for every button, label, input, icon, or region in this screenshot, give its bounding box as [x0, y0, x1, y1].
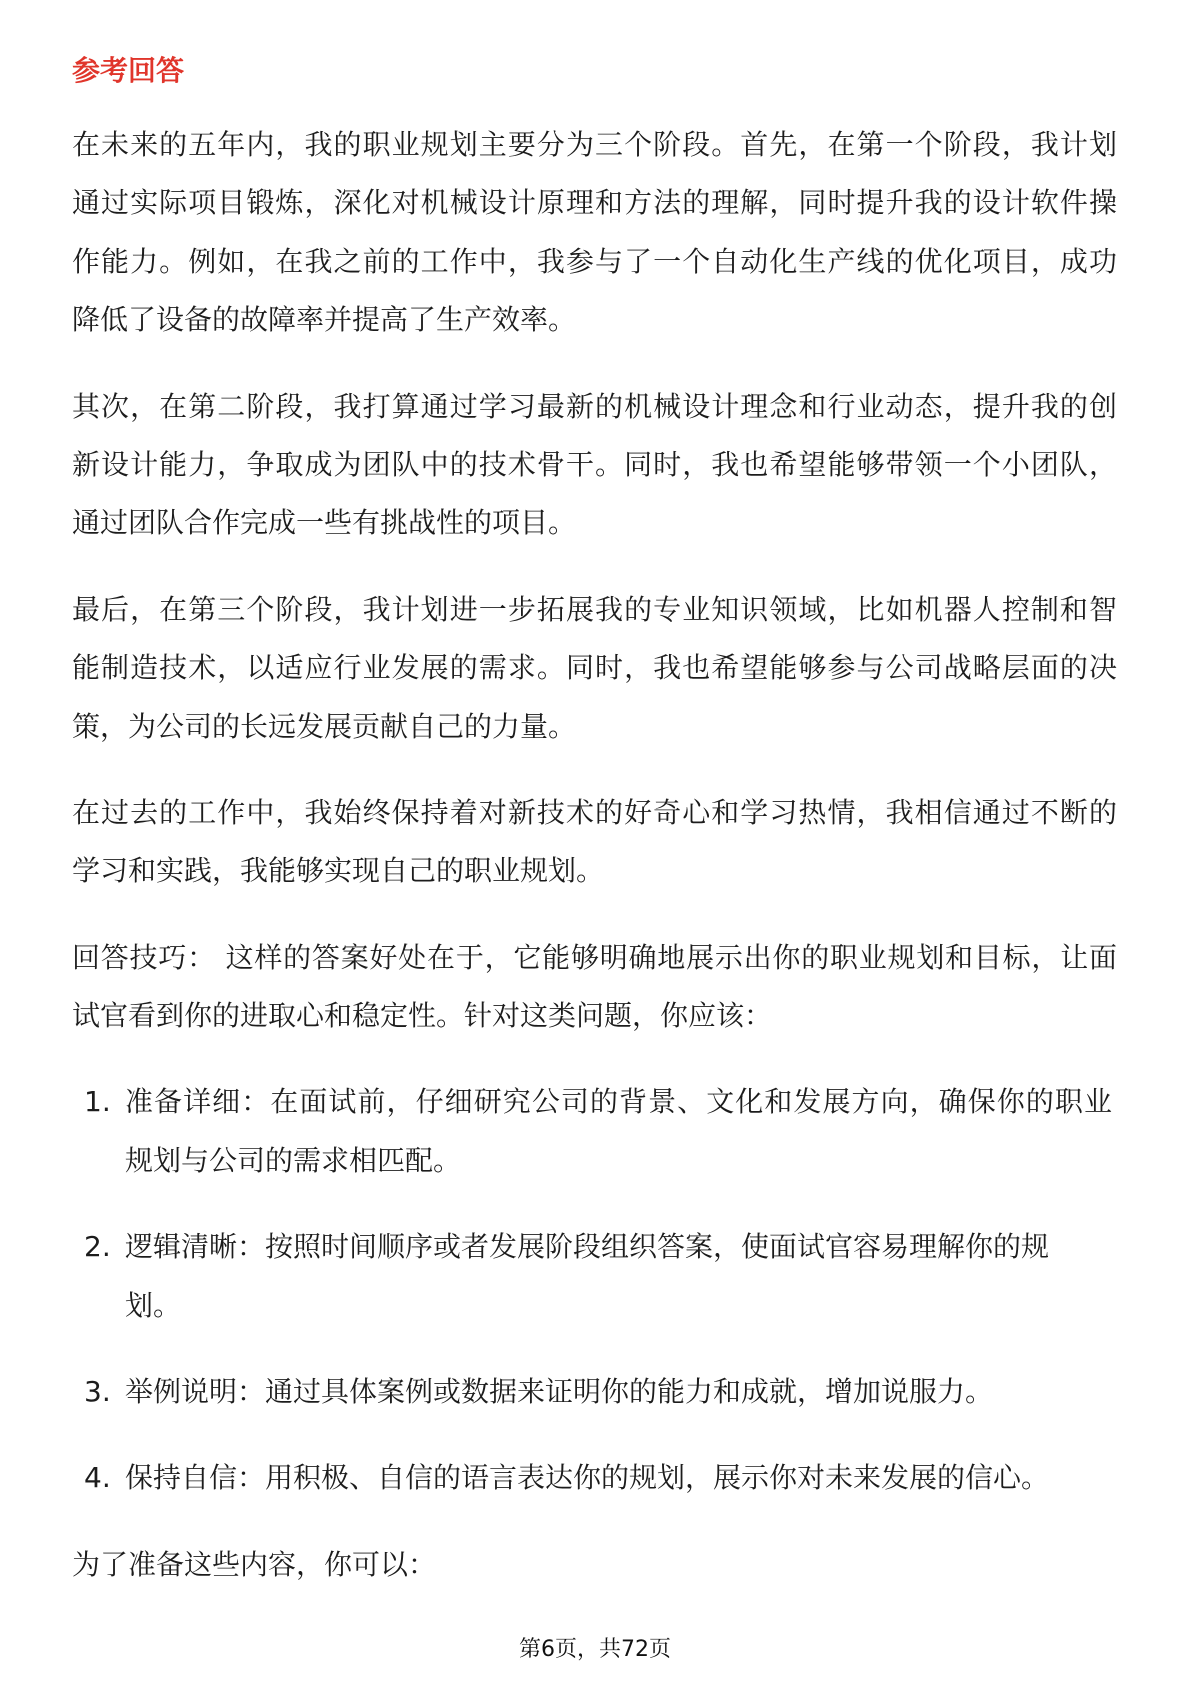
paragraph-line: 通过团队合作完成一些有挑战性的项目。: [72, 506, 577, 540]
closing-paragraph: [72, 1536, 1117, 1594]
paragraph-line: 通过实际项目锻炼，深化对机械设计原理和方法的理解，同时提升我的设计软件操: [72, 186, 1117, 220]
paragraph-line: 回答技巧： 这样的答案好处在于，它能够明确地展示出你的职业规划和目标，让面: [72, 940, 1117, 974]
list-item-line: 保持自信：用积极、自信的语言表达你的规划，展示你对未来发展的信心。: [125, 1461, 1050, 1495]
list-item-number: 1.: [84, 1085, 111, 1119]
list-item-text: [125, 1218, 1112, 1335]
list-item: [72, 1449, 1117, 1507]
paragraph-line: 学习和实践，我能够实现自己的职业规划。: [72, 854, 605, 888]
page-number-footer: 第6页，共72页: [519, 1637, 671, 1662]
list-item-text: [125, 1449, 1112, 1507]
paragraph-line: 其次，在第二阶段，我打算通过学习最新的机械设计理念和行业动态，提升我的创: [72, 389, 1117, 423]
paragraph-line: 降低了设备的故障率并提高了生产效率。: [72, 303, 577, 337]
list-item-number: 3.: [84, 1375, 111, 1409]
list-item-text: [125, 1363, 1112, 1421]
paragraph-3: [72, 581, 1117, 756]
paragraph-1: [72, 116, 1117, 350]
paragraph-line: 为了准备这些内容，你可以：: [72, 1547, 437, 1581]
paragraph-2: [72, 378, 1117, 553]
paragraph-line: 最后，在第三个阶段，我计划进一步拓展我的专业知识领域，比如机器人控制和智: [72, 592, 1117, 626]
list-item-line: 准备详细：在面试前，仔细研究公司的背景、文化和发展方向，确保你的职业: [125, 1085, 1112, 1119]
list-item: [72, 1218, 1117, 1335]
page-content: [72, 0, 1117, 1622]
list-item-line: 举例说明：通过具体案例或数据来证明你的能力和成就，增加说服力。: [125, 1375, 994, 1409]
list-item: [72, 1363, 1117, 1421]
list-item-line: 划。: [125, 1288, 182, 1322]
list-item-line: 规划与公司的需求相匹配。: [125, 1143, 462, 1177]
list-item: [72, 1073, 1117, 1190]
paragraph-line: 能制造技术，以适应行业发展的需求。同时，我也希望能够参与公司战略层面的决: [72, 651, 1117, 685]
paragraph-line: 作能力。例如，在我之前的工作中，我参与了一个自动化生产线的优化项目，成功: [72, 244, 1117, 278]
paragraph-line: 策，为公司的长远发展贡献自己的力量。: [72, 709, 577, 743]
paragraph-line: 新设计能力，争取成为团队中的技术骨干。同时，我也希望能够带领一个小团队，: [72, 447, 1117, 481]
paragraph-line: 在过去的工作中，我始终保持着对新技术的好奇心和学习热情，我相信通过不断的: [72, 795, 1117, 829]
paragraph-line: 在未来的五年内，我的职业规划主要分为三个阶段。首先，在第一个阶段，我计划: [72, 128, 1117, 161]
list-item-number: 2.: [84, 1230, 111, 1264]
list-item-text: [125, 1073, 1112, 1190]
list-item-line: 逻辑清晰：按照时间顺序或者发展阶段组织答案，使面试官容易理解你的规: [125, 1230, 1050, 1264]
paragraph-line: 试官看到你的进取心和稳定性。针对这类问题，你应该：: [72, 999, 773, 1033]
list-item-number: 4.: [84, 1461, 111, 1495]
answer-tips-paragraph: [72, 929, 1117, 1046]
section-heading: 参考回答: [72, 54, 185, 87]
paragraph-4: [72, 784, 1117, 901]
